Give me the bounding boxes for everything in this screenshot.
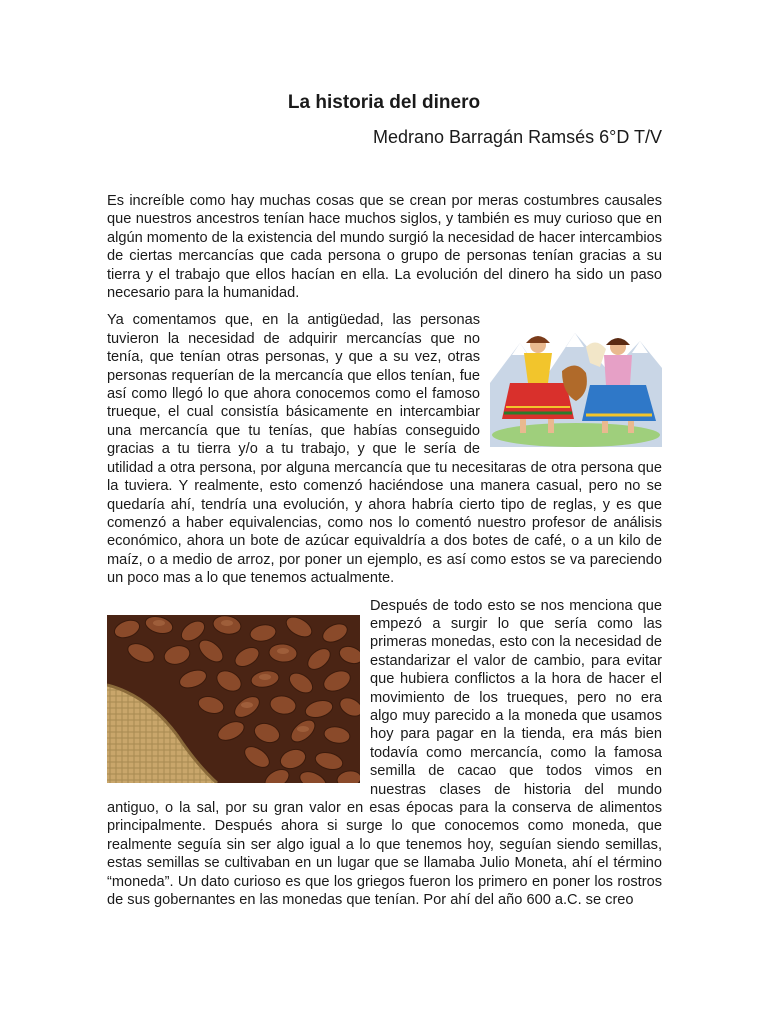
barter-illustration [490, 323, 662, 447]
paragraph-3-text: Después de todo esto se nos menciona que empezó a surgir lo que sería como las primeras monedas, esto con la necesidad de estandarizar el valor de cambio, para evitar que hubiera conflictos a la hora de hacer el movimiento de los trueques, pero no era algo muy parecido a la moneda que usamos hoy para pagar en la tienda, era más bien todavía como mercancía, como la famosa semilla de cacao que todos vimos en nuestras clases de historia del mundo antiguo, o la sal, por su gran valor en esas épocas para la conserva de alimentos principalmente. Después ahora si surge lo que conocemos como moneda, que realmente seguía sin ser algo igual a lo que tenemos hoy, seguían siendo semillas, estas semillas se cultivaban en un lugar que se llamaba Julio Moneta, ahí el término “moneda”. Un dato curioso es que los griegos fueron los primero en poner los rostros de sus gobernantes en las monedas que tenían. Por ahí del año 600 a.C. se creo [107, 597, 662, 909]
cacao-beans-photo [107, 615, 360, 783]
paragraph-3 [107, 597, 662, 910]
paragraph-2-text: Ya comentamos que, en la antigüedad, las personas tuvieron la necesidad de adquirir mercancías que no tenía, que tenían otras personas, y que a su vez, otras personas requerían de la mercancía que ellos tenían, fue así como llegó lo que ahora conocemos como el famoso trueque, el cual consistía básicamente en intercambiar una mercancía que tu tenías, que habías conseguido gracias a tu tierra y/o a tu trabajo, y que le sería de utilidad a otra persona, por alguna mercancía que tu necesitaras de otra persona que la tuviera. Y realmente, esto comenzó haciéndose una manera casual, pero no se quedaría ahí, tendría una evolución, y ahora habría cierto tipo de reglas, y es que comenzó a haber equivalencias, como nos lo comentó nuestro profesor de análisis económico, ahora un bote de azúcar equivaldría a dos botes de café, o a un kilo de maíz, o a medio de arroz, por poner un ejemplo, es así como estos se va pareciendo un poco mas a lo que tenemos actualmente. [107, 312, 662, 587]
document-author: Medrano Barragán Ramsés 6°D T/V [373, 127, 662, 147]
document-body [107, 192, 662, 918]
paragraph-1: Es increíble como hay muchas cosas que se crean por meras costumbres causales que nuestros ancestros tenían hace muchos siglos, y también es muy curioso que en algún momento de la existencia del mundo surgió la necesidad de hacer intercambios de ciertas mercancías que cada persona o grupo de personas tenían gracias a su tierra y el trabajo que ellos hacían en ella. La evolución del dinero ha sido un paso necesario para la humanidad. [107, 193, 662, 302]
document-title: La historia del dinero [287, 92, 481, 113]
paragraph-2 [107, 311, 662, 587]
